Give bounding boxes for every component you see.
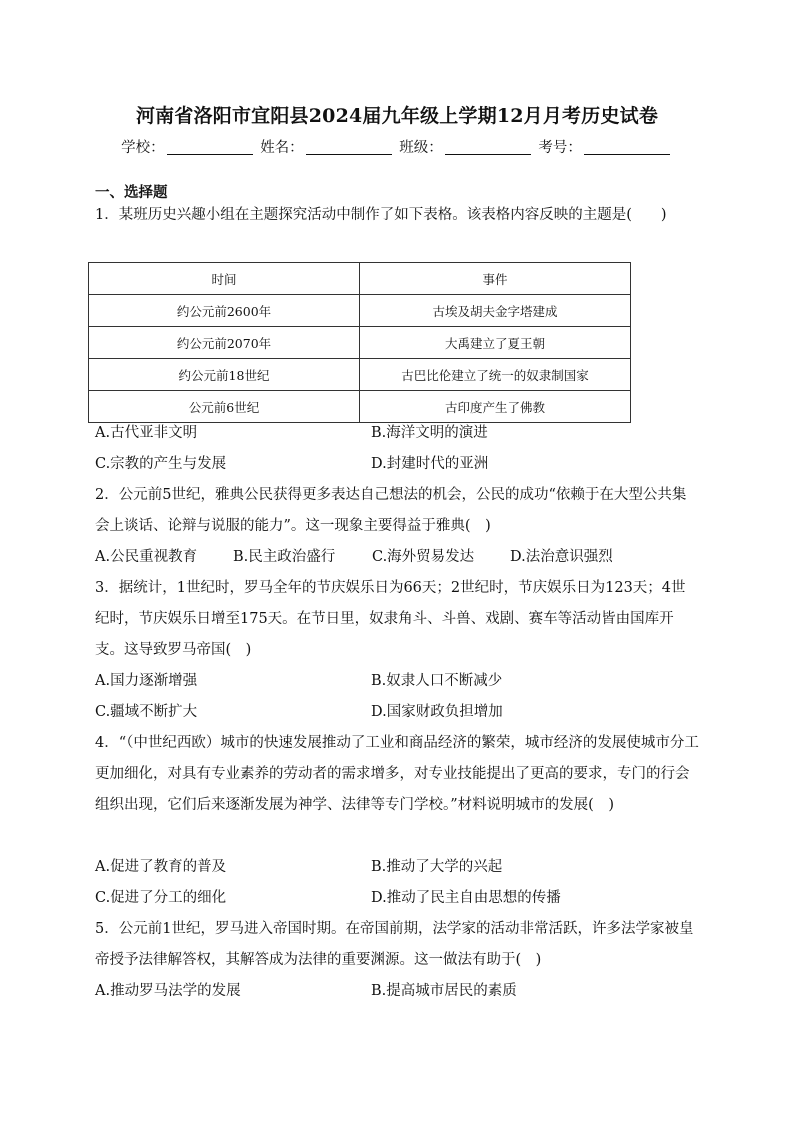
question-1-option-a[interactable]: A.古代亚非文明 <box>95 425 198 441</box>
table-row <box>89 327 631 359</box>
question-4-option-c[interactable]: C.促进了分工的细化 <box>95 890 227 906</box>
section-title: 一、选择题 <box>95 184 168 201</box>
question-5-option-b[interactable]: B.提高城市居民的素质 <box>371 983 517 999</box>
table-cell: 约公元前2600年 <box>89 295 360 327</box>
question-2-stem: 2．公元前5世纪，雅典公民获得更多表达自己想法的机会，公民的成功“依赖于在大型公共集会上谈话、论辩与说服的能力”。这一现象主要得益于雅典( ) <box>95 487 687 534</box>
question-2-option-d[interactable]: D.法治意识强烈 <box>510 549 613 565</box>
table-cell: 大禹建立了夏王朝 <box>360 327 631 359</box>
table-row <box>89 295 631 327</box>
question-3-stem: 3．据统计，1世纪时，罗马全年的节庆娱乐日为66天；2世纪时，节庆娱乐日为123天；4世纪时，节庆娱乐日增至175天。在节日里，奴隶角斗、斗兽、戏剧、赛车等活动皆由国库开支。这导致罗马帝国( ) <box>95 580 686 658</box>
question-4-stem: 4．“（中世纪西欧）城市的快速发展推动了工业和商品经济的繁荣，城市经济的发展使城市分工更加细化，对具有专业素养的劳动者的需求增多，对专业技能提出了更高的要求，专门的行会组织出现，它们后来逐渐发展为神学、法律等专门学校。”材料说明城市的发展( ) <box>95 735 699 813</box>
school-blank <box>167 142 253 155</box>
question-4-option-b[interactable]: B.推动了大学的兴起 <box>371 859 503 875</box>
question-2-option-a[interactable]: A.公民重视教育 <box>95 549 198 565</box>
question-1-stem: 1．某班历史兴趣小组在主题探究活动中制作了如下表格。该表格内容反映的主题是( ) <box>95 207 667 223</box>
exam-title: 河南省洛阳市宜阳县2024届九年级上学期12月月考历史试卷 <box>135 105 659 127</box>
table-cell: 古埃及胡夫金字塔建成 <box>360 295 631 327</box>
question-4-option-a[interactable]: A.促进了教育的普及 <box>95 859 227 875</box>
table-header-event: 事件 <box>360 263 631 295</box>
table-header-time: 时间 <box>89 263 360 295</box>
name-label: 姓名： <box>260 140 304 156</box>
class-label: 班级： <box>399 140 443 156</box>
class-blank <box>445 142 531 155</box>
number-label: 考号： <box>538 140 582 156</box>
table-cell: 约公元前18世纪 <box>89 359 360 391</box>
number-blank <box>584 142 670 155</box>
question-4-option-d[interactable]: D.推动了民主自由思想的传播 <box>371 890 561 906</box>
question-2-option-b[interactable]: B.民主政治盛行 <box>233 549 336 565</box>
question-1-option-d[interactable]: D.封建时代的亚洲 <box>371 456 489 472</box>
table-row <box>89 359 631 391</box>
question-1-option-b[interactable]: B.海洋文明的演进 <box>371 425 488 441</box>
question-5-stem: 5．公元前1世纪，罗马进入帝国时期。在帝国前期，法学家的活动非常活跃，许多法学家被皇帝授予法律解答权，其解答成为法律的重要渊源。这一做法有助于( ) <box>95 921 694 968</box>
question-1-option-c[interactable]: C.宗教的产生与发展 <box>95 456 227 472</box>
question-3-option-b[interactable]: B.奴隶人口不断减少 <box>371 673 503 689</box>
name-blank <box>306 142 392 155</box>
table-cell: 公元前6世纪 <box>89 391 360 423</box>
school-label: 学校： <box>121 140 165 156</box>
question-3-option-c[interactable]: C.疆域不断扩大 <box>95 704 198 720</box>
table-cell: 古巴比伦建立了统一的奴隶制国家 <box>360 359 631 391</box>
student-info-row <box>0 136 794 157</box>
question-3-option-a[interactable]: A.国力逐渐增强 <box>95 673 198 689</box>
question-5-option-a[interactable]: A.推动罗马法学的发展 <box>95 983 241 999</box>
question-1-table <box>88 262 631 423</box>
table-cell: 古印度产生了佛教 <box>360 391 631 423</box>
question-3-option-d[interactable]: D.国家财政负担增加 <box>371 704 503 720</box>
question-2-option-c[interactable]: C.海外贸易发达 <box>372 549 475 565</box>
table-header-row <box>89 263 631 295</box>
table-cell: 约公元前2070年 <box>89 327 360 359</box>
